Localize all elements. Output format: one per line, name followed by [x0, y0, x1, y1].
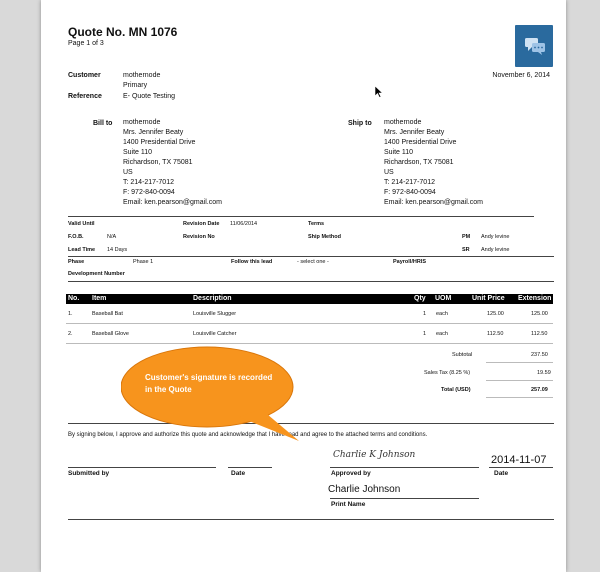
- page-info: Page 1 of 3: [68, 40, 104, 47]
- callout-text: Customer's signature is recorded in the Quote: [145, 373, 273, 394]
- col-item: Item: [92, 295, 107, 302]
- sr-label: SR: [462, 247, 470, 253]
- quote-date: November 6, 2014: [492, 72, 550, 79]
- follow-lead-label: Follow this lead: [231, 259, 273, 265]
- totals-divider: [486, 397, 553, 398]
- mouse-cursor-icon: [375, 86, 383, 98]
- customer-signature: Charlie K Johnson: [333, 450, 416, 460]
- total-label: Total (USD): [441, 387, 471, 393]
- row-qty: 1: [423, 331, 427, 337]
- print-name-value: Charlie Johnson: [328, 484, 401, 495]
- quote-title: Quote No. MN 1076: [68, 25, 178, 39]
- callout-bubble: [121, 345, 321, 455]
- row-no: 2.: [68, 331, 73, 337]
- sr-value: Andy levine: [481, 247, 510, 253]
- signature-line: [68, 467, 216, 468]
- divider: [68, 216, 534, 217]
- terms-label: Terms: [308, 221, 325, 227]
- date-label: Date: [231, 470, 246, 477]
- pm-label: PM: [462, 234, 471, 240]
- reference-value: E- Quote Testing: [123, 93, 176, 100]
- development-number-label: Development Number: [68, 271, 125, 277]
- sales-tax-value: 19.59: [537, 370, 551, 376]
- line-items-header: [66, 294, 553, 304]
- row-uom: each: [436, 311, 448, 317]
- totals-divider: [486, 380, 553, 381]
- col-unit-price: Unit Price: [472, 295, 505, 302]
- row-unit-price: 125.00: [487, 311, 504, 317]
- print-name-line: [330, 498, 479, 499]
- total-value: 257.09: [531, 387, 548, 393]
- revision-no-label: Revision No: [183, 234, 215, 240]
- pm-value: Andy levine: [481, 234, 510, 240]
- col-no: No.: [68, 295, 80, 302]
- customer-name: mothernode: [123, 72, 161, 79]
- row-description: Louisville Slugger: [193, 311, 237, 317]
- lead-time-value: 14 Days: [107, 247, 128, 253]
- submitted-by-label: Submitted by: [68, 470, 110, 477]
- payroll-label: Payroll/HRIS: [393, 259, 427, 265]
- follow-lead-select[interactable]: - select one -: [297, 259, 329, 265]
- row-divider: [66, 323, 553, 324]
- revision-date-label: Revision Date: [183, 221, 220, 227]
- customer-type: Primary: [123, 82, 148, 89]
- divider: [68, 256, 554, 257]
- fob-value: N/A: [107, 234, 117, 240]
- bill-to-label: Bill to: [93, 120, 113, 127]
- divider: [68, 281, 554, 282]
- totals-divider: [486, 362, 553, 363]
- divider: [68, 519, 554, 520]
- sales-tax-label: Sales Tax (8.25 %): [424, 370, 471, 376]
- row-extension: 112.50: [531, 331, 548, 337]
- row-description: Louisville Catcher: [193, 331, 237, 337]
- reference-label: Reference: [68, 93, 102, 100]
- row-unit-price: 112.50: [487, 331, 504, 337]
- chat-bubbles-icon: [524, 37, 546, 55]
- phase-value[interactable]: Phase 1: [133, 259, 154, 265]
- revision-date-value: 11/06/2014: [230, 221, 258, 227]
- customer-label: Customer: [68, 72, 101, 79]
- valid-until-label: Valid Until: [68, 221, 95, 227]
- fob-label: F.O.B.: [68, 234, 84, 240]
- signed-date: 2014-11-07: [491, 454, 547, 466]
- row-extension: 125.00: [531, 311, 548, 317]
- row-uom: each: [436, 331, 448, 337]
- signature-line: [228, 467, 272, 468]
- agreement-text: By signing below, I approve and authorize this quote and acknowledge that I have read and agree to the attached terms and conditions.: [68, 432, 428, 438]
- col-description: Description: [193, 295, 232, 302]
- row-item: Baseball Glove: [92, 331, 129, 337]
- col-qty: Qty: [414, 295, 426, 302]
- signature-line: [330, 467, 479, 468]
- lead-time-label: Lead Time: [68, 247, 96, 253]
- bill-to-address: mothernode Mrs. Jennifer Beaty 1400 Presidential Drive Suite 110 Richardson, TX 75081 US T: 214-217-7012 F: 972-840-0094 Email: ken.pearson@gmail.com: [123, 119, 222, 206]
- row-qty: 1: [423, 311, 427, 317]
- ship-method-label: Ship Method: [308, 234, 341, 240]
- quote-document: [41, 0, 566, 572]
- col-uom: UOM: [435, 295, 452, 302]
- subtotal-label: Subtotal: [452, 352, 473, 358]
- print-name-label: Print Name: [331, 501, 366, 508]
- subtotal-value: 237.50: [531, 352, 548, 358]
- ship-to-address: mothernode Mrs. Jennifer Beaty 1400 Presidential Drive Suite 110 Richardson, TX 75081 US T: 214-217-7012 F: 972-840-0094 Email: ken.pearson@gmail.com: [384, 119, 483, 206]
- row-item: Baseball Bat: [92, 311, 123, 317]
- phase-label: Phase: [68, 259, 85, 265]
- company-logo: [515, 25, 553, 67]
- approved-by-label: Approved by: [331, 470, 371, 477]
- approved-date-label: Date: [494, 470, 509, 477]
- row-no: 1.: [68, 311, 73, 317]
- row-divider: [66, 343, 553, 344]
- col-extension: Extension: [518, 295, 552, 302]
- ship-to-label: Ship to: [348, 120, 372, 127]
- signature-line: [489, 467, 553, 468]
